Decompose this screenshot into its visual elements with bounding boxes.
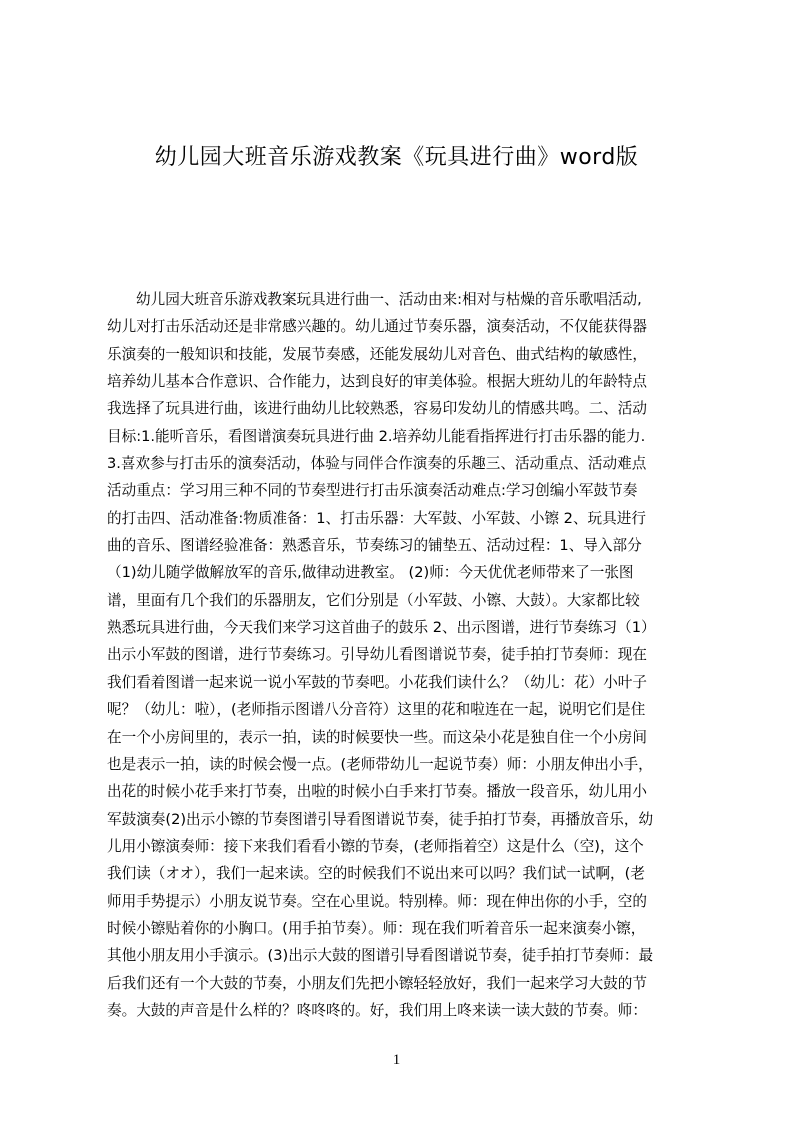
body-line: 活动重点：学习用三种不同的节奏型进行打击乐演奏活动难点:学习创编小军鼓节奏	[107, 482, 638, 500]
body-line: 师用手势提示）小朋友说节奏。空在心里说。特别棒。师：现在伸出你的小手，空的	[107, 892, 647, 910]
page-number: 1	[392, 1052, 401, 1068]
document-title: 幼儿园大班音乐游戏教案《玩具进行曲》word版	[154, 145, 639, 170]
body-line: 后我们还有一个大鼓的节奏，小朋友们先把小镲轻轻放好，我们一起来学习大鼓的节	[107, 974, 647, 992]
body-line: 谱，里面有几个我们的乐器朋友，它们分别是（小军鼓、小镲、大鼓）。大家都比较	[107, 591, 640, 609]
body-line: 出花的时候小花手来打节奏，出啦的时候小白手来打节奏。播放一段音乐，幼儿用小	[107, 783, 647, 801]
body-line: 的打击四、活动准备:物质准备：1、打击乐器：大军鼓、小军鼓、小镲 2、玩具进行	[107, 509, 646, 527]
body-line: 军鼓演奏(2)出示小镲的节奏图谱引导看图谱说节奏，徒手拍打节奏，再播放音乐，幼	[107, 810, 654, 828]
body-line: 我们读（オオ），我们一起来读。空的时候我们不说出来可以吗？我们试一试啊，(老	[107, 865, 645, 883]
body-line: 奏。大鼓的声音是什么样的？咚咚咚的。好，我们用上咚来读一读大鼓的节奏。师：	[107, 1001, 647, 1019]
body-line: 3.喜欢参与打击乐的演奏活动，体验与同伴合作演奏的乐趣三、活动重点、活动难点	[107, 455, 647, 473]
body-line: 乐演奏的一般知识和技能，发展节奏感，还能发展幼儿对音色、曲式结构的敏感性，	[107, 345, 647, 363]
body-line: 我选择了玩具进行曲，该进行曲幼儿比较熟悉，容易印发幼儿的情感共鸣。二、活动	[107, 400, 647, 418]
body-line: 在一个小房间里的，表示一拍，读的时候要快一些。而这朵小花是独自住一个小房间	[107, 728, 647, 746]
body-line: 目标:1.能听音乐，看图谱演奏玩具进行曲 2.培养幼儿能看指挥进行打击乐器的能力.	[107, 427, 646, 445]
body-line: 曲的音乐、图谱经验准备：熟悉音乐，节奏练习的铺垫五、活动过程：1、导入部分	[107, 537, 642, 555]
body-line: 幼儿园大班音乐游戏教案玩具进行曲一、活动由来:相对与枯燥的音乐歌唱活动,	[136, 291, 642, 308]
body-line: 幼儿对打击乐活动还是非常感兴趣的。幼儿通过节奏乐器，演奏活动，不仅能获得器	[107, 318, 647, 336]
body-line: 也是表示一拍，读的时候会慢一点。(老师带幼儿一起说节奏）师：小朋友伸出小手，	[107, 755, 653, 773]
body-line: 出示小军鼓的图谱，进行节奏练习。引导幼儿看图谱说节奏，徒手拍打节奏师：现在	[107, 646, 647, 664]
body-line: 我们看着图谱一起来说一说小军鼓的节奏吧。小花我们读什么？（幼儿：花）小叶子	[107, 673, 647, 691]
document-body	[107, 286, 697, 1019]
body-line: 其他小朋友用小手演示。(3)出示大鼓的图谱引导看图谱说节奏，徒手拍打节奏师：最	[107, 947, 654, 965]
body-line: 呢？（幼儿：啦），(老师指示图谱八分音符）这里的花和啦连在一起，说明它们是住	[107, 701, 646, 719]
body-line: 熟悉玩具进行曲，今天我们来学习这首曲子的鼓乐 2、出示图谱，进行节奏练习（1）	[107, 619, 656, 637]
body-line: 时候小镲贴着你的小胸口。(用手拍节奏）。师：现在我们听着音乐一起来演奏小镲，	[107, 919, 646, 937]
body-line: （1)幼儿随学做解放军的音乐,做律动进教室。 (2)师：今天优优老师带来了一张图	[107, 564, 634, 582]
body-line: 儿用小镲演奏师：接下来我们看看小镲的节奏，(老师指着空）这是什么（空)，这个	[107, 837, 644, 855]
body-line: 培养幼儿基本合作意识、合作能力，达到良好的审美体验。根据大班幼儿的年龄特点	[107, 373, 647, 391]
